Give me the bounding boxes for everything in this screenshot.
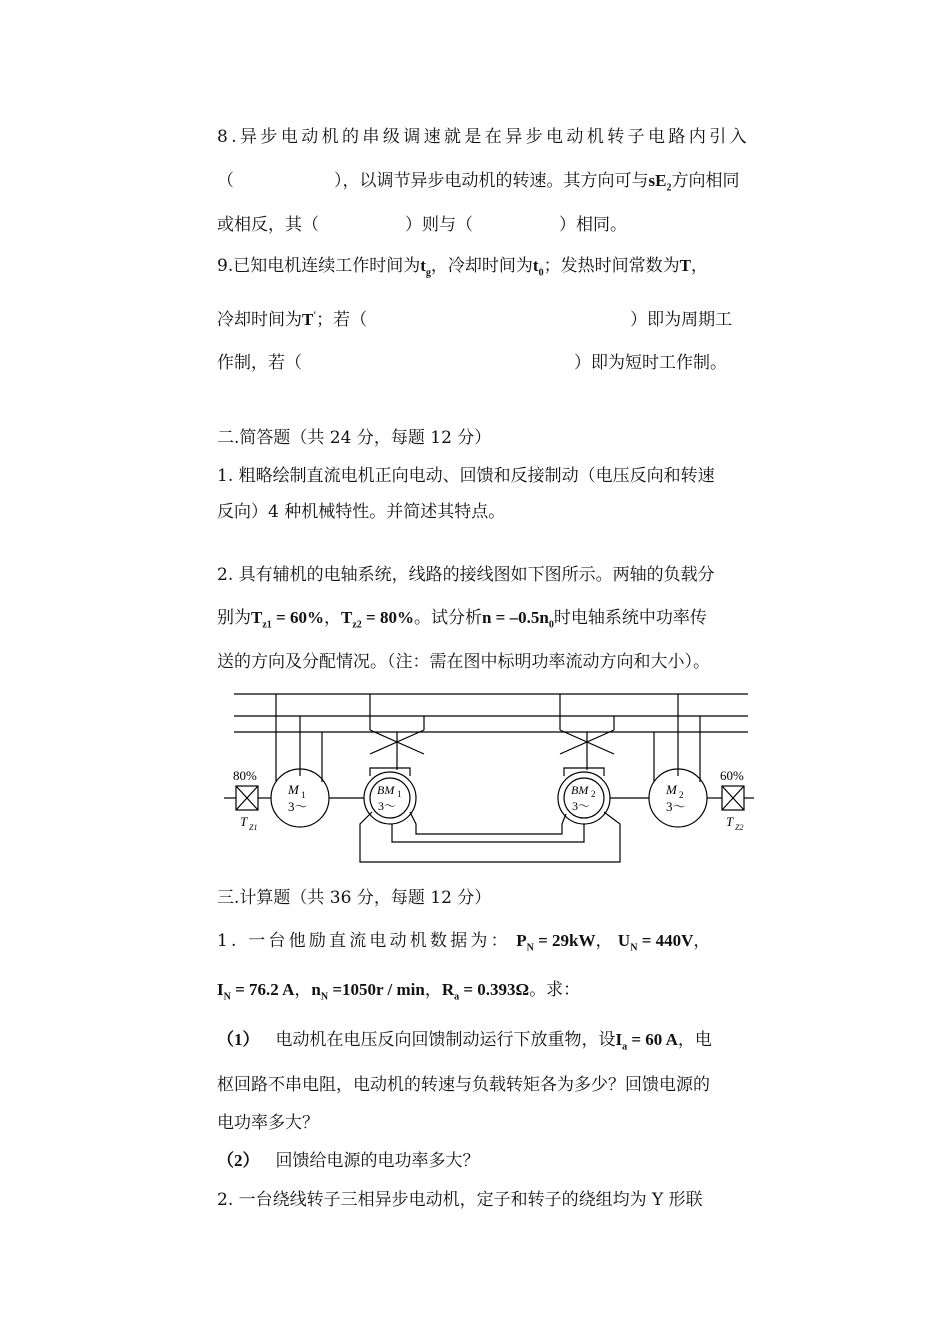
rotor-link	[392, 824, 584, 842]
machine-bm2	[558, 772, 610, 824]
tz1-label: T	[240, 814, 248, 829]
load-right-label: 60%	[720, 768, 744, 783]
s2-q2-line3: 送的方向及分配情况。（注：需在图中标明功率流动方向和大小）。	[217, 652, 710, 672]
electric-shaft-diagram	[220, 684, 760, 866]
s3-q1-line2: $I_N = 76.2$ A，$n_N =1050r / \min$，$R_a = 0.393\Omega$。求：	[217, 980, 581, 1003]
s2-q1-line2: 反向）4 种机械特性。并简述其特点。	[217, 502, 506, 522]
q9-line2: 冷却时间为T'；若（ ）即为周期工	[217, 310, 733, 330]
s3-q1-line1: 1. 一台他励直流电动机数据为： $P_N = 29kW$， $U_N = 440V$，	[217, 931, 711, 954]
s3-q1-part1-line1: （1） 电动机在电压反向回馈制动运行下放重物，设$I_a = 60$ A，电	[217, 1030, 712, 1053]
machine-bm1	[364, 772, 416, 824]
section-3-title: 三.计算题（共 36 分，每题 12 分）	[217, 888, 492, 908]
motor-m2	[649, 769, 707, 827]
q8-text-1: 8.异步电动机的串级调速就是在异步电动机转子电路内引入	[217, 127, 751, 147]
q8-line2: （ ），以调节异步电动机的转速。其方向可与$sE_2$方向相同	[217, 171, 740, 194]
svg-text:2: 2	[679, 790, 684, 800]
svg-text:3～: 3～	[378, 799, 397, 813]
s3-q1-part1-line2: 枢回路不串电阻，电动机的转速与负载转矩各为多少？回馈电源的	[217, 1075, 710, 1095]
svg-text:3～: 3～	[572, 799, 591, 813]
section-2-title: 二.简答题（共 24 分，每题 12 分）	[217, 428, 492, 448]
svg-text:3～: 3～	[666, 799, 686, 814]
svg-text:2: 2	[591, 789, 596, 799]
svg-text:1: 1	[301, 790, 306, 800]
svg-text:Z1: Z1	[249, 823, 258, 832]
s3-q1-part2: （2） 回馈给电源的电功率多大？	[217, 1151, 480, 1171]
tz2-label: T	[726, 814, 734, 829]
q9-line3: 作制，若（ ）即为短时工作制。	[217, 353, 727, 373]
s2-q1-line1: 1. 粗略绘制直流电机正向电动、回馈和反接制动（电压反向和转速	[217, 466, 715, 486]
load-left-label: 80%	[233, 768, 257, 783]
svg-text:1: 1	[397, 789, 402, 799]
rotor-link	[360, 812, 620, 862]
bm1-label: BM	[377, 783, 395, 797]
s2-q2-line2: 别为$T_{z1} = 60\%$，$T_{z2} = 80\%$。试分析$n = -0.5n_0$时电轴系统中功率传	[217, 608, 707, 631]
s3-q1-part1-line3: 电功率多大？	[217, 1113, 319, 1133]
bm2-label: BM	[571, 783, 589, 797]
s3-q2-line1: 2. 一台绕线转子三相异步电动机，定子和转子的绕组均为 Y 形联	[217, 1190, 703, 1210]
m2-label: M	[666, 782, 677, 797]
q8-line1	[217, 122, 777, 147]
q9-line1: 9.已知电机连续工作时间为$t_g$，冷却时间为$t_0$；发热时间常数为T，	[217, 256, 708, 279]
m1-label: M	[288, 782, 299, 797]
motor-m1	[271, 769, 329, 827]
q8-line3: 或相反，其（ ）则与（ ）相同。	[217, 215, 627, 235]
svg-text:Z2: Z2	[735, 823, 744, 832]
svg-text:3～: 3～	[288, 799, 308, 814]
s2-q2-line1: 2. 具有辅机的电轴系统，线路的接线图如下图所示。两轴的负载分	[217, 565, 715, 585]
